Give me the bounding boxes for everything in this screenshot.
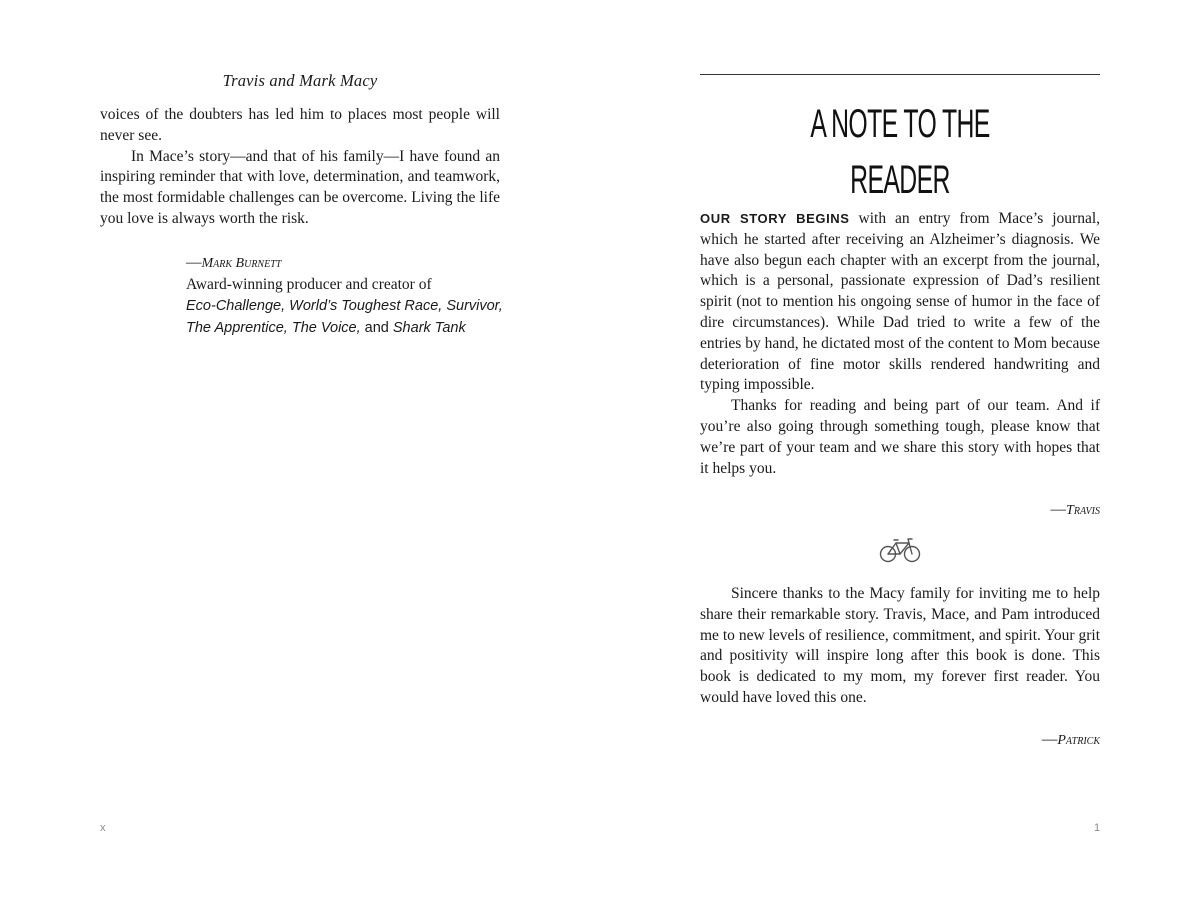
shows-last: Shark Tank [392,320,466,336]
lead-in: OUR STORY BEGINS [700,211,850,226]
note-paragraph-rest: with an entry from Mace’s journal, which he started after receiving an Alzheimer’s diagnosis. We have also begun each chapter with an excerpt from the journal, which is a personal, passionate expression of Dad’s resilient spirit (not to mention his ongoing sense of humor in the face of dire circumstances). While Dad tried to write a few of the entries by hand, he dictated most of the content to Mom because deterioration of fine motor skills rendered handwriting and typing impossible. [700,210,1101,394]
signoff-travis [700,501,1100,519]
signoff-name: Travis [1066,503,1100,518]
signoff-dash: — [1041,731,1058,748]
note-text [700,209,1100,479]
shows-list: Eco-Challenge, World’s Toughest Race, Survivor, [186,298,503,314]
shows-list: The Apprentice, The Voice, [186,320,361,336]
chapter-title: A NOTE TO THE READER [810,102,990,202]
signoff-name: Patrick [1057,733,1100,748]
signature-shows-line2 [186,317,506,339]
foreword-paragraph: voices of the doubters has led him to places most people will never see. [100,106,500,144]
shows-conjunction: and [360,320,393,336]
foreword-paragraph: In Mace’s story—and that of his family—I have found an inspiring reminder that with love, determination, and teamwork, the most formidable challenges can be overcome. Living the life you love is always worth the risk. [100,147,500,227]
foreword-signature [186,252,506,339]
acknowledgment-paragraph: Sincere thanks to the Macy family for inviting me to help share their remarkable story. Travis, Mace, and Pam introduced me to new levels of resilience, commitment, and spirit. Your grit and positivity will inspire long after this book is done. This book is dedicated to my mom, my forever first reader. You would have loved this one. [700,585,1100,706]
foreword-text [100,105,500,230]
running-head: Travis and Mark Macy [222,71,378,90]
signature-name-line [186,252,506,274]
acknowledgment-text [700,584,1100,709]
signature-dash: — [186,254,202,271]
signoff-dash: — [1050,501,1067,518]
page-number: x [100,822,106,834]
signature-role: Award-winning producer and creator of [186,276,432,293]
signature-shows-line1 [186,295,506,317]
bicycle-icon [879,537,921,563]
signature-name: Mark Burnett [201,256,282,271]
signoff-patrick [700,731,1100,749]
page-number: 1 [1094,822,1101,834]
note-paragraph [700,209,1100,396]
note-paragraph: Thanks for reading and being part of our team. And if you’re also going through something tough, please know that we’re part of your team and we share this story with hopes that it helps you. [700,397,1100,477]
chapter-rule [700,74,1100,75]
